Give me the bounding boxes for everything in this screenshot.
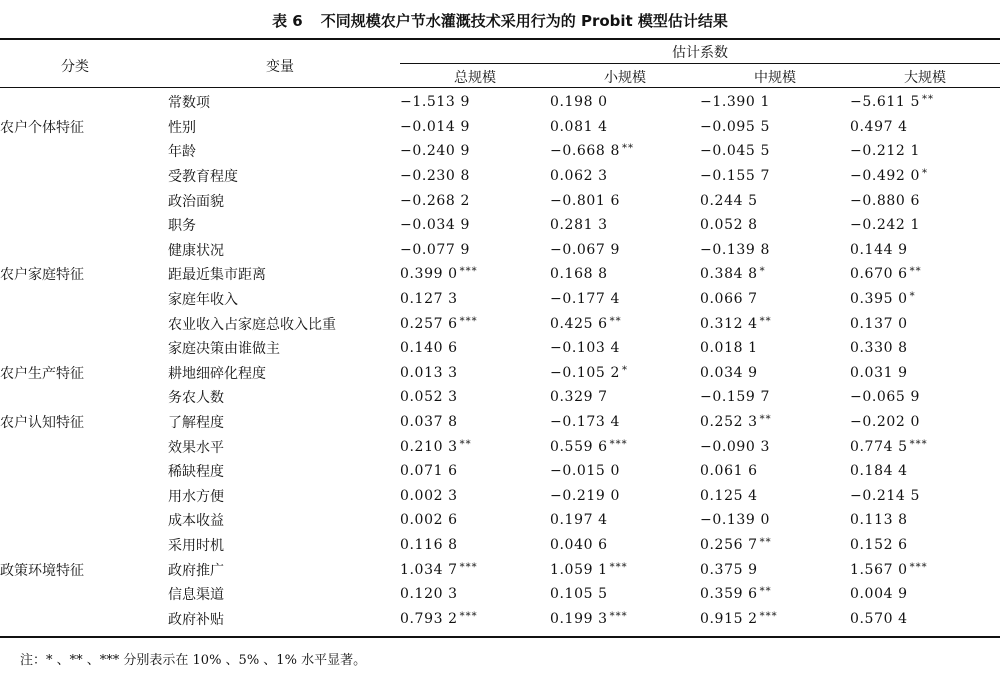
table-row [0, 213, 1000, 238]
row-variable: 常数项 [168, 95, 210, 112]
coefficient-value: −0.155 7 [700, 168, 770, 185]
coefficient-cell [850, 508, 1000, 533]
coefficient-cell [700, 262, 850, 287]
coefficient-cell [550, 90, 700, 115]
coefficient-value: 0.140 6 [400, 340, 458, 357]
coefficient-value: −0.045 5 [700, 143, 770, 160]
coefficient-cell [550, 533, 700, 558]
coefficient-value: 0.066 7 [700, 291, 758, 308]
coefficient-cell [850, 238, 1000, 263]
coefficient-cell [700, 90, 850, 115]
coefficient-cell [700, 508, 850, 533]
coefficient-value: −0.212 1 [850, 143, 920, 160]
coefficient-cell [550, 582, 700, 607]
coefficient-cell [400, 508, 550, 533]
coefficient-value: 0.052 3 [400, 389, 458, 406]
coefficient-value: −1.390 1 [700, 94, 770, 111]
significance-marker: *** [459, 561, 478, 573]
coefficient-cell [550, 164, 700, 189]
table-row [0, 434, 1000, 459]
coefficient-cell [700, 606, 850, 631]
table-row [0, 459, 1000, 484]
coefficient-cell [550, 484, 700, 509]
coefficient-value: 1.034 7 [400, 561, 458, 578]
row-variable: 性别 [168, 119, 196, 136]
row-variable: 家庭年收入 [168, 292, 238, 309]
header-col-total: 总规模 [454, 70, 496, 86]
coefficient-cell [700, 336, 850, 361]
table-row [0, 262, 1000, 287]
coefficient-value: 0.312 4 [700, 315, 758, 332]
coefficient-cell [700, 484, 850, 509]
table-row [0, 188, 1000, 213]
row-variable: 了解程度 [168, 415, 224, 432]
coefficient-cell [850, 139, 1000, 164]
coefficient-value: 0.113 8 [850, 512, 908, 529]
row-category [0, 385, 168, 410]
coefficient-cell [700, 557, 850, 582]
coefficient-cell [700, 361, 850, 386]
coefficient-value: 0.497 4 [850, 118, 908, 135]
significance-marker: ** [759, 414, 772, 426]
coefficient-cell [850, 410, 1000, 435]
top-rule [0, 38, 1000, 40]
row-variable: 用水方便 [168, 488, 224, 505]
row-category [0, 213, 168, 238]
estimates-table [0, 90, 1000, 631]
coefficient-cell [700, 385, 850, 410]
table-row [0, 410, 1000, 435]
row-variable: 距最近集市距离 [168, 267, 266, 284]
table-row [0, 90, 1000, 115]
significance-marker: ** [759, 315, 772, 327]
coefficient-value: 0.002 3 [400, 487, 458, 504]
coefficient-value: −0.268 2 [400, 192, 470, 209]
coefficient-cell [700, 434, 850, 459]
coefficient-value: −0.015 0 [550, 463, 620, 480]
coefficient-cell [550, 311, 700, 336]
row-category: 政策环境特征 [0, 562, 84, 579]
coefficient-value: −0.159 7 [700, 389, 770, 406]
header-subrule [400, 63, 1000, 64]
significance-marker: ** [609, 315, 622, 327]
significance-marker: ** [759, 536, 772, 548]
table-row [0, 139, 1000, 164]
row-category [0, 508, 168, 533]
table-row [0, 311, 1000, 336]
coefficient-cell [700, 188, 850, 213]
coefficient-cell [550, 139, 700, 164]
coefficient-value: 0.198 0 [550, 94, 608, 111]
coefficient-cell [400, 262, 550, 287]
coefficient-cell [850, 336, 1000, 361]
row-category [0, 164, 168, 189]
row-category [0, 582, 168, 607]
coefficient-value: 0.793 2 [400, 610, 458, 627]
significance-marker: ** [921, 94, 934, 106]
row-category [0, 606, 168, 631]
coefficient-value: 0.252 3 [700, 414, 758, 431]
coefficient-cell [850, 262, 1000, 287]
coefficient-cell [850, 311, 1000, 336]
coefficient-cell [400, 311, 550, 336]
table-row [0, 484, 1000, 509]
coefficient-cell [400, 238, 550, 263]
coefficient-cell [400, 188, 550, 213]
coefficient-cell [850, 385, 1000, 410]
coefficient-value: 0.018 1 [700, 340, 758, 357]
row-category [0, 434, 168, 459]
coefficient-cell [700, 139, 850, 164]
significance-marker: *** [459, 266, 478, 278]
coefficient-value: 0.399 0 [400, 266, 458, 283]
table-row [0, 238, 1000, 263]
coefficient-cell [550, 606, 700, 631]
significance-marker: *** [609, 610, 628, 622]
coefficient-cell [850, 533, 1000, 558]
coefficient-cell [550, 459, 700, 484]
table-note: 注：* 、** 、*** 分别表示在 10% 、5% 、1% 水平显著。 [20, 653, 367, 668]
coefficient-cell [850, 361, 1000, 386]
coefficient-cell [400, 139, 550, 164]
coefficient-value: 0.329 7 [550, 389, 608, 406]
row-category [0, 139, 168, 164]
row-variable: 政府推广 [168, 562, 224, 579]
table-row [0, 115, 1000, 140]
table-row [0, 582, 1000, 607]
coefficient-cell [700, 533, 850, 558]
coefficient-value: 0.037 8 [400, 414, 458, 431]
coefficient-value: −0.202 0 [850, 414, 920, 431]
table-row [0, 508, 1000, 533]
row-category [0, 459, 168, 484]
table-row [0, 533, 1000, 558]
coefficient-cell [400, 606, 550, 631]
header-col-large: 大规模 [904, 70, 946, 86]
row-category: 农户家庭特征 [0, 267, 84, 284]
coefficient-value: −0.880 6 [850, 192, 920, 209]
table-number: 表 6 [272, 12, 303, 30]
coefficient-value: 0.034 9 [700, 364, 758, 381]
significance-marker: * [759, 266, 766, 278]
coefficient-value: 0.244 5 [700, 192, 758, 209]
row-variable: 政治面貌 [168, 193, 224, 210]
significance-marker: * [921, 168, 928, 180]
table-caption: 不同规模农户节水灌溉技术采用行为的 Probit 模型估计结果 [320, 12, 728, 30]
coefficient-value: 0.071 6 [400, 463, 458, 480]
coefficient-value: 0.125 4 [700, 487, 758, 504]
significance-marker: *** [459, 315, 478, 327]
coefficient-value: 0.105 5 [550, 586, 608, 603]
coefficient-cell [400, 533, 550, 558]
coefficient-value: 0.184 4 [850, 463, 908, 480]
table-row [0, 385, 1000, 410]
coefficient-value: 0.168 8 [550, 266, 608, 283]
row-variable: 政府补贴 [168, 611, 224, 628]
row-category: 农户个体特征 [0, 119, 84, 136]
coefficient-cell [400, 164, 550, 189]
coefficient-cell [400, 459, 550, 484]
coefficient-cell [850, 459, 1000, 484]
coefficient-value: −0.103 4 [550, 340, 620, 357]
coefficient-cell [850, 115, 1000, 140]
coefficient-value: −5.611 5 [850, 94, 920, 111]
coefficient-value: 0.359 6 [700, 586, 758, 603]
significance-marker: *** [909, 438, 928, 450]
significance-marker: *** [759, 610, 778, 622]
row-category: 农户生产特征 [0, 365, 84, 382]
coefficient-value: −0.801 6 [550, 192, 620, 209]
coefficient-value: 0.137 0 [850, 315, 908, 332]
coefficient-value: 0.120 3 [400, 586, 458, 603]
coefficient-value: 0.384 8 [700, 266, 758, 283]
significance-marker: *** [459, 610, 478, 622]
coefficient-value: 0.013 3 [400, 364, 458, 381]
table-row [0, 361, 1000, 386]
coefficient-cell [400, 90, 550, 115]
coefficient-cell [700, 164, 850, 189]
coefficient-value: −0.219 0 [550, 487, 620, 504]
row-category [0, 533, 168, 558]
row-variable: 年龄 [168, 144, 196, 161]
row-variable: 成本收益 [168, 513, 224, 530]
coefficient-cell [850, 90, 1000, 115]
row-variable: 受教育程度 [168, 169, 238, 186]
significance-marker: ** [759, 586, 772, 598]
coefficient-value: −0.105 2 [550, 364, 620, 381]
coefficient-value: 0.425 6 [550, 315, 608, 332]
significance-marker: * [621, 364, 628, 376]
table-row [0, 287, 1000, 312]
coefficient-value: −0.067 9 [550, 241, 620, 258]
coefficient-value: −0.077 9 [400, 241, 470, 258]
coefficient-cell [550, 238, 700, 263]
coefficient-value: 0.062 3 [550, 168, 608, 185]
table-row [0, 557, 1000, 582]
table-row [0, 606, 1000, 631]
coefficient-value: 0.395 0 [850, 291, 908, 308]
coefficient-value: −0.230 8 [400, 168, 470, 185]
coefficient-value: 0.330 8 [850, 340, 908, 357]
header-estimate: 估计系数 [672, 45, 728, 61]
coefficient-cell [550, 287, 700, 312]
coefficient-value: 0.144 9 [850, 241, 908, 258]
coefficient-cell [400, 582, 550, 607]
significance-marker: * [909, 291, 916, 303]
coefficient-value: 0.256 7 [700, 536, 758, 553]
significance-marker: ** [909, 266, 922, 278]
coefficient-value: −0.242 1 [850, 217, 920, 234]
row-variable: 信息渠道 [168, 587, 224, 604]
coefficient-value: 0.197 4 [550, 512, 608, 529]
table-row [0, 336, 1000, 361]
coefficient-value: 0.152 6 [850, 536, 908, 553]
coefficient-value: 0.210 3 [400, 438, 458, 455]
coefficient-cell [850, 557, 1000, 582]
coefficient-value: −0.240 9 [400, 143, 470, 160]
significance-marker: ** [621, 143, 634, 155]
coefficient-value: 1.567 0 [850, 561, 908, 578]
coefficient-cell [550, 115, 700, 140]
significance-marker: *** [609, 561, 628, 573]
coefficient-cell [700, 459, 850, 484]
coefficient-cell [850, 434, 1000, 459]
row-category: 农户认知特征 [0, 415, 84, 432]
coefficient-value: −0.014 9 [400, 118, 470, 135]
row-category [0, 311, 168, 336]
coefficient-cell [550, 508, 700, 533]
coefficient-cell [850, 606, 1000, 631]
coefficient-value: −0.214 5 [850, 487, 920, 504]
coefficient-value: 0.199 3 [550, 610, 608, 627]
coefficient-cell [550, 213, 700, 238]
coefficient-cell [850, 582, 1000, 607]
significance-marker: *** [909, 561, 928, 573]
coefficient-cell [400, 410, 550, 435]
row-variable: 健康状况 [168, 242, 224, 259]
coefficient-value: 1.059 1 [550, 561, 608, 578]
coefficient-value: −0.139 8 [700, 241, 770, 258]
coefficient-cell [550, 336, 700, 361]
coefficient-cell [400, 336, 550, 361]
coefficient-cell [400, 385, 550, 410]
coefficient-value: 0.081 4 [550, 118, 608, 135]
coefficient-value: −0.095 5 [700, 118, 770, 135]
coefficient-cell [700, 213, 850, 238]
row-category [0, 484, 168, 509]
header-rule [0, 87, 1000, 88]
coefficient-cell [400, 361, 550, 386]
coefficient-value: −0.034 9 [400, 217, 470, 234]
coefficient-cell [400, 115, 550, 140]
coefficient-value: −0.173 4 [550, 414, 620, 431]
coefficient-cell [550, 410, 700, 435]
coefficient-cell [700, 238, 850, 263]
row-variable: 稀缺程度 [168, 464, 224, 481]
coefficient-cell [400, 434, 550, 459]
coefficient-value: 0.281 3 [550, 217, 608, 234]
row-variable: 效果水平 [168, 439, 224, 456]
coefficient-value: 0.570 4 [850, 610, 908, 627]
table-row [0, 164, 1000, 189]
row-variable: 务农人数 [168, 390, 224, 407]
coefficient-value: 0.031 9 [850, 364, 908, 381]
coefficient-cell [400, 484, 550, 509]
coefficient-value: 0.116 8 [400, 536, 458, 553]
row-category [0, 90, 168, 115]
coefficient-cell [850, 287, 1000, 312]
row-category [0, 336, 168, 361]
coefficient-cell [550, 434, 700, 459]
coefficient-cell [850, 213, 1000, 238]
coefficient-cell [700, 115, 850, 140]
coefficient-value: 0.559 6 [550, 438, 608, 455]
coefficient-value: −1.513 9 [400, 94, 470, 111]
row-variable: 耕地细碎化程度 [168, 365, 266, 382]
coefficient-cell [700, 287, 850, 312]
row-variable: 采用时机 [168, 537, 224, 554]
coefficient-value: 0.052 8 [700, 217, 758, 234]
coefficient-value: −0.177 4 [550, 291, 620, 308]
coefficient-value: −0.090 3 [700, 438, 770, 455]
coefficient-value: 0.061 6 [700, 463, 758, 480]
coefficient-cell [700, 582, 850, 607]
coefficient-value: −0.139 0 [700, 512, 770, 529]
coefficient-value: 0.257 6 [400, 315, 458, 332]
coefficient-cell [550, 557, 700, 582]
header-col-small: 小规模 [604, 70, 646, 86]
coefficient-cell [400, 213, 550, 238]
coefficient-cell [550, 188, 700, 213]
bottom-rule [0, 636, 1000, 638]
coefficient-value: 0.127 3 [400, 291, 458, 308]
row-category [0, 188, 168, 213]
coefficient-value: −0.668 8 [550, 143, 620, 160]
coefficient-value: 0.002 6 [400, 512, 458, 529]
row-variable: 家庭决策由谁做主 [168, 341, 280, 358]
row-category [0, 238, 168, 263]
table-body [0, 90, 1000, 631]
header-variable: 变量 [266, 59, 294, 75]
coefficient-cell [850, 164, 1000, 189]
coefficient-value: 0.774 5 [850, 438, 908, 455]
coefficient-cell [550, 385, 700, 410]
row-variable: 农业收入占家庭总收入比重 [168, 316, 336, 333]
coefficient-cell [700, 410, 850, 435]
significance-marker: *** [609, 438, 628, 450]
table-title [0, 10, 1000, 31]
coefficient-value: 0.915 2 [700, 610, 758, 627]
significance-marker: ** [459, 438, 472, 450]
coefficient-value: −0.065 9 [850, 389, 920, 406]
coefficient-cell [400, 557, 550, 582]
coefficient-cell [550, 361, 700, 386]
row-category [0, 287, 168, 312]
coefficient-cell [550, 262, 700, 287]
coefficient-cell [400, 287, 550, 312]
coefficient-value: 0.670 6 [850, 266, 908, 283]
header-col-medium: 中规模 [754, 70, 796, 86]
row-variable: 职务 [168, 218, 196, 235]
header-category: 分类 [61, 59, 89, 75]
coefficient-value: −0.492 0 [850, 168, 920, 185]
coefficient-cell [850, 484, 1000, 509]
coefficient-value: 0.040 6 [550, 536, 608, 553]
coefficient-value: 0.004 9 [850, 586, 908, 603]
coefficient-value: 0.375 9 [700, 561, 758, 578]
coefficient-cell [700, 311, 850, 336]
coefficient-cell [850, 188, 1000, 213]
